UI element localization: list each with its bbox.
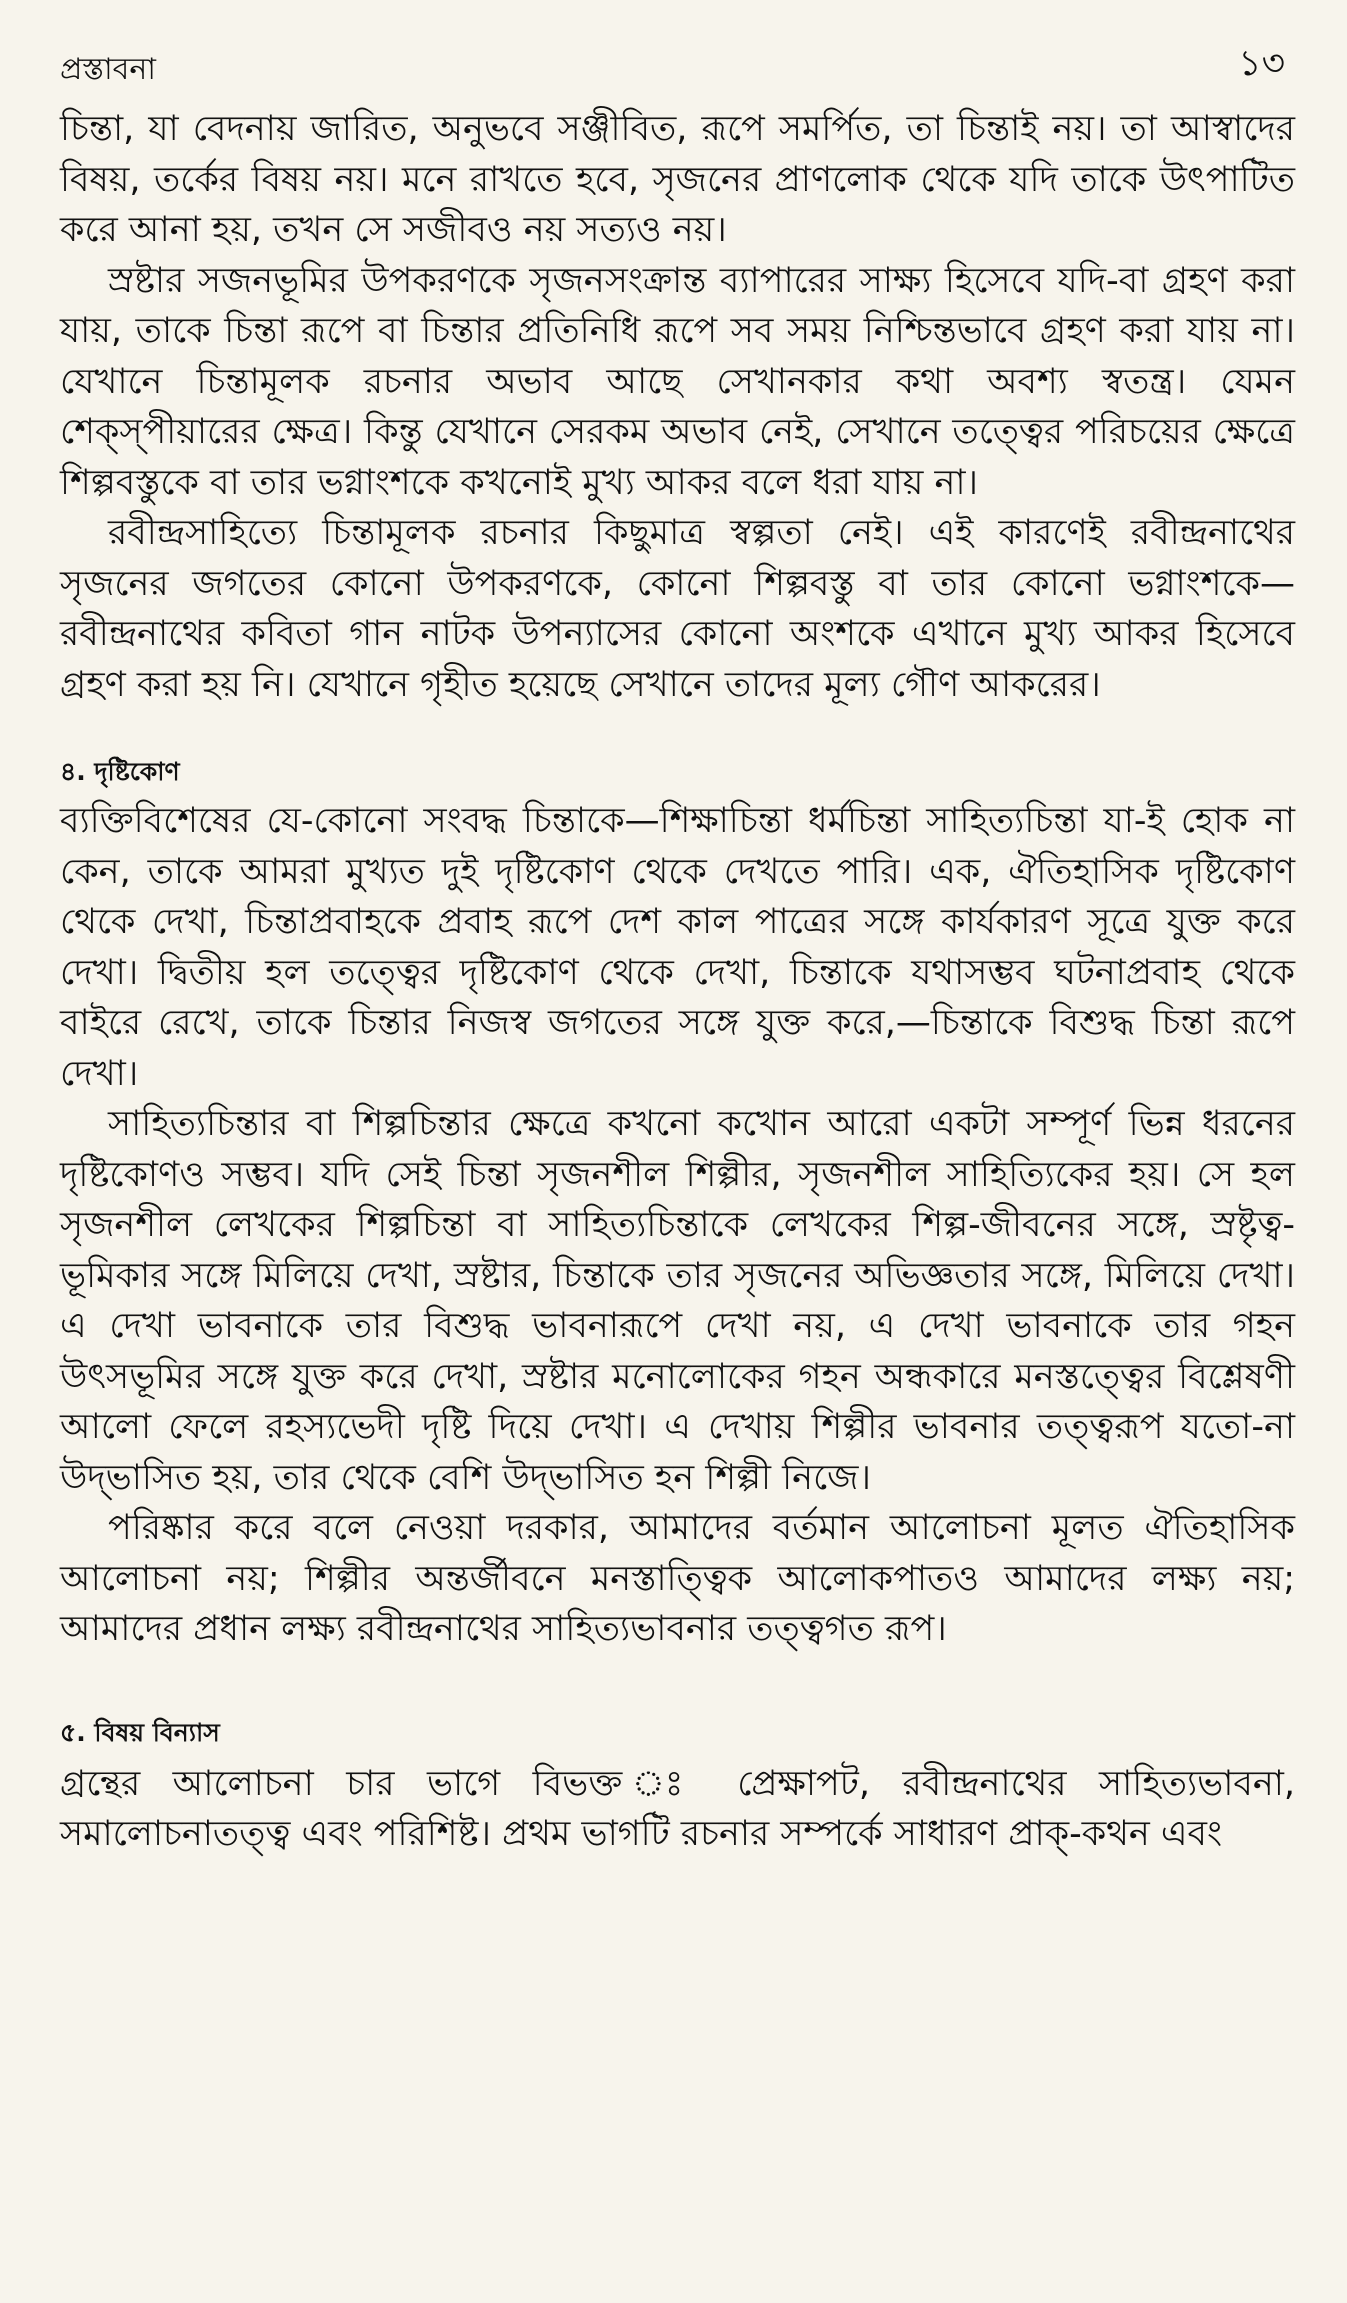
paragraph-perspective-2: সাহিত্যচিন্তার বা শিল্পচিন্তার ক্ষেত্রে কখনো কখোন আরো একটা সম্পূর্ণ ভিন্ন ধরনের দৃষ্টিকোণও সম্ভব। যদি সেই চিন্তা সৃজনশীল শিল্পীর, সৃজনশীল সাহিত্যিকের হয়। সে হল সৃজনশীল লেখকের শিল্পচিন্তা বা সাহিত্যচিন্তাকে লেখকের শিল্প-জীবনের সঙ্গে, স্রষ্টৃত্ব-ভূমিকার সঙ্গে মিলিয়ে দেখা, স্রষ্টার, চিন্তাকে তার সৃজনের অভিজ্ঞতার সঙ্গে, মিলিয়ে দেখা। এ দেখা ভাবনাকে তার বিশুদ্ধ ভাবনারূপে দেখা নয়, এ দেখা ভাবনাকে তার গহন উৎসভূমির সঙ্গে যুক্ত করে দেখা, স্রষ্টার মনোলোকের গহন অন্ধকারে মনস্তত্ত্বের বিশ্লেষণী আলো ফেলে রহস্যভেদী দৃষ্টি দিয়ে দেখা। এ দেখায় শিল্পীর ভাবনার তত্ত্বরূপ যতো-না উদ্‌ভাসিত হয়, তার থেকে বেশি উদ্‌ভাসিত হন শিল্পী নিজে। xyxy=(60,1104,1295,1498)
paragraph-rabindra-literature: রবীন্দ্রসাহিত্যে চিন্তামূলক রচনার কিছুমাত্র স্বল্পতা নেই। এই কারণেই রবীন্দ্রনাথের সৃজনের জগতের কোনো উপকরণকে, কোনো শিল্পবস্তু বা তার কোনো ভগ্নাংশকে—রবীন্দ্রনাথের কবিতা গান নাটক উপন্যাসের কোনো অংশকে এখানে মুখ্য আকর হিসেবে গ্রহণ করা হয় নি। যেখানে গৃহীত হয়েছে সেখানে তাদের মূল্য গৌণ আকরের। xyxy=(60,513,1295,705)
running-header-title: প্রস্তাবনা xyxy=(60,52,156,87)
paragraph-perspective-1: ব্যক্তিবিশেষের যে-কোনো সংবদ্ধ চিন্তাকে—শিক্ষাচিন্তা ধর্মচিন্তা সাহিত্যচিন্তা যা-ই হোক না কেন, তাকে আমরা মুখ্যত দুই দৃষ্টিকোণ থেকে দেখতে পারি। এক, ঐতিহাসিক দৃষ্টিকোণ থেকে দেখা, চিন্তাপ্রবাহকে প্রবাহ রূপে দেশ কাল পাত্রের সঙ্গে কার্যকারণ সূত্রে যুক্ত করে দেখা। দ্বিতীয় হল তত্ত্বের দৃষ্টিকোণ থেকে দেখা, চিন্তাকে যথাসম্ভব ঘটনাপ্রবাহ থেকে বাইরে রেখে, তাকে চিন্তার নিজস্ব জগতের সঙ্গে যুক্ত করে,—চিন্তাকে বিশুদ্ধ চিন্তা রূপে দেখা। xyxy=(60,801,1295,1094)
running-header xyxy=(60,38,1295,96)
paragraph-creator-materials: স্রষ্টার সজনভূমির উপকরণকে সৃজনসংক্রান্ত ব্যাপারের সাক্ষ্য হিসেবে যদি-বা গ্রহণ করা যায়, তাকে চিন্তা রূপে বা চিন্তার প্রতিনিধি রূপে সব সময় নিশ্চিন্তভাবে গ্রহণ করা যায় না। যেখানে চিন্তামূলক রচনার অভাব আছে সেখানকার কথা অবশ্য স্বতন্ত্র। যেমন শেক্‌স্‌পীয়ারের ক্ষেত্র। কিন্তু যেখানে সেরকম অভাব নেই, সেখানে তত্ত্বের পরিচয়ের ক্ষেত্রে শিল্পবস্তুকে বা তার ভগ্নাংশকে কখনোই মুখ্য আকর বলে ধরা যায় না। xyxy=(60,260,1295,503)
paragraph-opening-continued: চিন্তা, যা বেদনায় জারিত, অনুভবে সঞ্জীবিত, রূপে সমর্পিত, তা চিন্তাই নয়। তা আস্বাদের বিষয়, তর্কের বিষয় নয়। মনে রাখতে হবে, সৃজনের প্রাণলোক থেকে যদি তাকে উৎপাটিত করে আনা হয়, তখন সে সজীবও নয় সত্যও নয়। xyxy=(60,109,1295,250)
page-number: ১৩ xyxy=(1238,43,1285,84)
section-heading-subject-arrangement: ৫. বিষয় বিন্যাস xyxy=(60,1717,220,1747)
section-heading-perspective: ৪. দৃষ্টিকোণ xyxy=(60,757,180,786)
opening-block xyxy=(60,104,1295,710)
paragraph-subject-arrangement-1: গ্রন্থের আলোচনা চার ভাগে বিভক্ত ঃ প্রেক্ষাপট, রবীন্দ্রনাথের সাহিত্যভাবনা, সমালোচনাতত্ত্ব এবং পরিশিষ্ট। প্রথম ভাগটি রচনার সম্পর্কে সাধারণ প্রাক্‌-কথন এবং xyxy=(60,1763,1295,1854)
paragraph-perspective-3: পরিষ্কার করে বলে নেওয়া দরকার, আমাদের বর্তমান আলোচনা মূলত ঐতিহাসিক আলোচনা নয়; শিল্পীর অন্তর্জীবনে মনস্তাত্ত্বিক আলোকপাতও আমাদের লক্ষ্য নয়; আমাদের প্রধান লক্ষ্য রবীন্দ্রনাথের সাহিত্যভাবনার তত্ত্বগত রূপ। xyxy=(60,1508,1295,1649)
